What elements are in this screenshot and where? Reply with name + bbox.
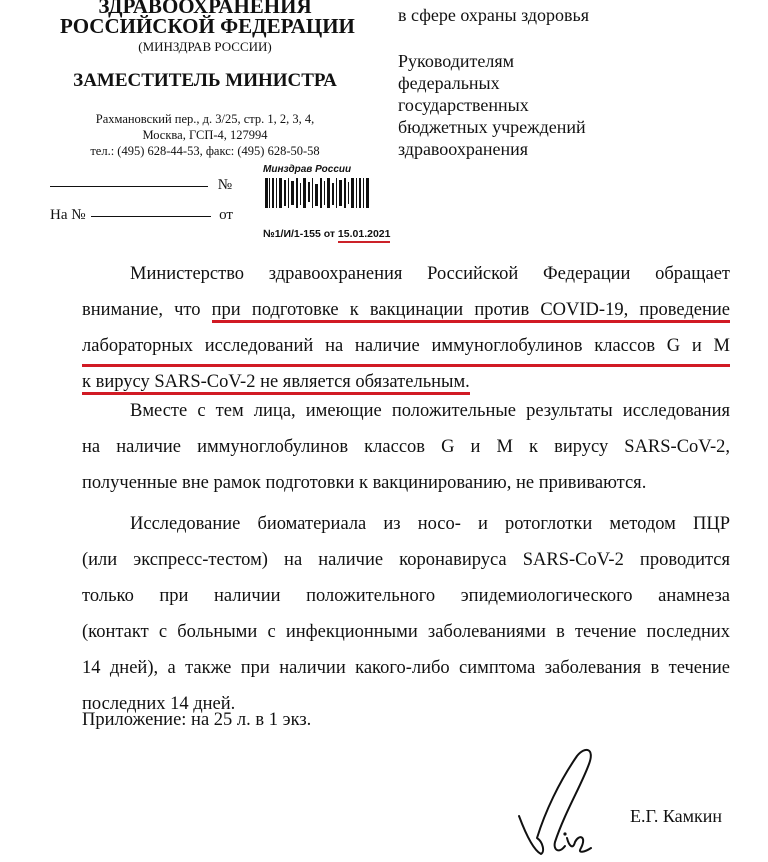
outgoing-number-field bbox=[50, 177, 232, 194]
paragraph-3 bbox=[82, 506, 730, 722]
paragraph-1 bbox=[82, 256, 730, 400]
recipient-block bbox=[398, 50, 586, 160]
number-label: № bbox=[217, 177, 233, 193]
paragraph-line: только при наличии положительного эпидемиологического анамнеза bbox=[82, 586, 730, 606]
recipient-line: бюджетных учреждений bbox=[398, 117, 586, 137]
from-label: от bbox=[219, 207, 233, 223]
highlighted-text: лабораторных исследований на наличие иммуноглобулинов классов G и М bbox=[82, 328, 730, 367]
letterhead-line-1: ЗДРАВООХРАНЕНИЯ bbox=[98, 0, 312, 18]
appendix-note: Приложение: на 25 л. в 1 экз. bbox=[82, 710, 312, 730]
signer-name: Е.Г. Камкин bbox=[630, 806, 723, 826]
recipient-line: государственных bbox=[398, 95, 529, 115]
highlighted-text: при подготовке к вакцинации против COVID-19, проведение bbox=[212, 300, 730, 323]
barcode-icon bbox=[265, 178, 369, 208]
paragraph-line: Исследование биоматериала из носо- и ротоглотки методом ПЦР bbox=[130, 514, 730, 534]
recipient-top-line: в сфере охраны здоровья bbox=[398, 5, 590, 25]
paragraph-line: Министерство здравоохранения Российской Федерации обращает bbox=[130, 264, 730, 284]
address-line-1: Рахмановский пер., д. 3/25, стр. 1, 2, 3, 4, bbox=[95, 112, 315, 126]
recipient-line: Руководителям bbox=[398, 51, 514, 71]
blank-line bbox=[50, 185, 208, 187]
letterhead-abbreviation: (МИНЗДРАВ РОССИИ) bbox=[138, 39, 272, 54]
paragraph-line: полученные вне рамок подготовки к вакцинированию, не прививаются. bbox=[82, 473, 647, 493]
reply-label: На № bbox=[50, 207, 86, 223]
reply-to-field bbox=[50, 207, 233, 224]
recipient-line: федеральных bbox=[398, 73, 500, 93]
stamp-title: Минздрав России bbox=[263, 164, 352, 175]
address-contacts: тел.: (495) 628-44-53, факс: (495) 628-50-58 bbox=[90, 144, 320, 158]
paragraph-line bbox=[82, 328, 730, 364]
highlighted-text: к вирусу SARS-CoV-2 не является обязательным. bbox=[82, 372, 470, 395]
letterhead-title: ЗАМЕСТИТЕЛЬ МИНИСТРА bbox=[73, 70, 337, 91]
paragraph-line: (или экспресс-тестом) на наличие коронавируса SARS-CoV-2 проводится bbox=[82, 550, 730, 570]
address-line-2: Москва, ГСП-4, 127994 bbox=[142, 128, 268, 142]
paragraph-line: (контакт с больными с инфекционными заболеваниями в течение последних bbox=[82, 622, 730, 642]
paragraph-line: на наличие иммуноглобулинов классов G и М к вирусу SARS-CoV-2, bbox=[82, 437, 730, 457]
paragraph-line: Вместе с тем лица, имеющие положительные результаты исследования bbox=[130, 401, 730, 421]
signature-icon bbox=[515, 742, 605, 860]
recipient-line: здравоохранения bbox=[398, 139, 529, 159]
paragraph-line: 14 дней), а также при наличии какого-либо симптома заболевания в течение bbox=[82, 658, 730, 678]
blank-line bbox=[91, 215, 211, 217]
plain-text: внимание, что bbox=[82, 300, 212, 320]
paragraph-2 bbox=[82, 393, 730, 501]
paragraph-line: последних 14 дней. bbox=[82, 694, 236, 714]
outgoing-date: 15.01.2021 bbox=[338, 228, 391, 243]
paragraph-line bbox=[82, 292, 730, 328]
outgoing-number: №1/И/1-155 от bbox=[263, 228, 338, 240]
outgoing-registration bbox=[263, 228, 390, 240]
letterhead-line-2: РОССИЙСКОЙ ФЕДЕРАЦИИ bbox=[60, 14, 355, 38]
